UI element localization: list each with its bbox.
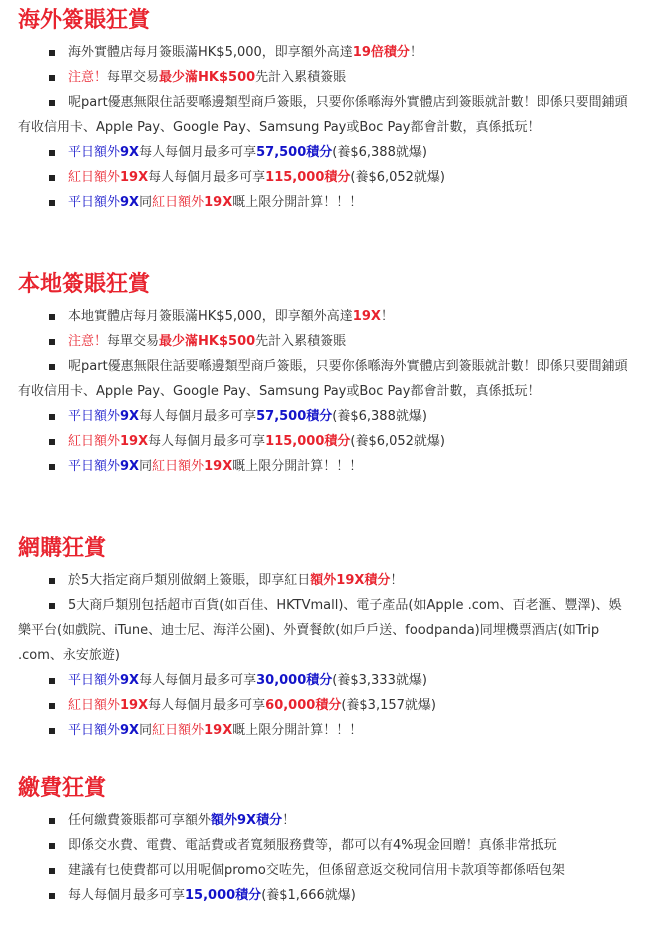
text-segment: 19X: [204, 459, 233, 474]
text-segment: ！: [380, 309, 394, 324]
section-local: [18, 270, 632, 516]
section-title: 網購狂賞: [18, 536, 107, 561]
list-item: [18, 454, 632, 479]
list-item: [18, 858, 632, 883]
text-segment: 最少滿HK$500: [159, 334, 256, 349]
text-segment: (養$6,388就爆): [332, 145, 427, 160]
text-segment: (養$6,052就爆): [350, 434, 446, 449]
square-bullet-icon: [49, 175, 55, 181]
text-segment: 9X: [120, 195, 140, 210]
text-segment: 每人每個月最多可享: [139, 673, 257, 688]
text-segment: 呢part優惠無限住話要喺邊類型商戶簽賬，只要你係喺海外實體店到簽賬就計數！即係只要間鋪頭有收信用卡、Apple Pay、Google Pay、Samsung Pay或Boc Pay都會計數，真係抵玩！: [18, 95, 628, 135]
text-segment: 紅日額外: [152, 195, 205, 210]
bullet-list: [18, 568, 632, 743]
square-bullet-icon: [49, 843, 55, 849]
square-bullet-icon: [49, 818, 55, 824]
text-segment: 每人每個月最多可享: [139, 145, 257, 160]
text-segment: 額外9X積分: [211, 813, 283, 828]
square-bullet-icon: [49, 75, 55, 81]
text-segment: 9X: [120, 409, 140, 424]
list-item: [18, 693, 632, 718]
text-segment: 每人每個月最多可享: [148, 698, 266, 713]
list-item: [18, 808, 632, 833]
text-segment: 同: [139, 459, 153, 474]
square-bullet-icon: [49, 439, 55, 445]
text-segment: (養$1,666就爆): [261, 888, 356, 903]
text-segment: 115,000積分: [265, 170, 351, 185]
text-segment: 平日額外: [68, 459, 121, 474]
text-segment: 每單交易: [107, 334, 160, 349]
list-item: [18, 304, 632, 329]
text-segment: 紅日額外: [152, 723, 205, 738]
text-segment: 本地實體店每月簽賬滿HK$5,000，即享額外高達: [68, 309, 353, 324]
section-title: 海外簽賬狂賞: [18, 8, 151, 33]
text-segment: 最少滿HK$500: [159, 70, 256, 85]
list-item: [18, 165, 632, 190]
section-title: 本地簽賬狂賞: [18, 272, 151, 297]
text-segment: (養$6,052就爆): [350, 170, 446, 185]
list-item: [18, 429, 632, 454]
text-segment: 19X: [204, 723, 233, 738]
square-bullet-icon: [49, 364, 55, 370]
list-item: [18, 65, 632, 90]
square-bullet-icon: [49, 678, 55, 684]
text-segment: 注意！: [68, 334, 108, 349]
square-bullet-icon: [49, 200, 55, 206]
bullet-list: [18, 304, 632, 479]
square-bullet-icon: [49, 893, 55, 899]
text-segment: 9X: [120, 673, 140, 688]
text-segment: ！: [409, 45, 423, 60]
text-segment: 紅日額外: [68, 170, 121, 185]
square-bullet-icon: [49, 703, 55, 709]
text-segment: 30,000積分: [256, 673, 333, 688]
square-bullet-icon: [49, 339, 55, 345]
text-segment: 15,000積分: [185, 888, 262, 903]
text-segment: 嘅上限分開計算！！！: [232, 723, 363, 738]
text-segment: (養$6,388就爆): [332, 409, 427, 424]
square-bullet-icon: [49, 100, 55, 106]
text-segment: 額外19X積分: [310, 573, 391, 588]
list-item: [18, 404, 632, 429]
text-segment: 9X: [120, 145, 140, 160]
text-segment: 9X: [120, 723, 140, 738]
list-item: [18, 718, 632, 743]
text-segment: 平日額外: [68, 409, 121, 424]
section-title: 繳費狂賞: [18, 776, 107, 801]
text-segment: 任何繳費簽賬都可享額外: [68, 813, 212, 828]
square-bullet-icon: [49, 50, 55, 56]
text-segment: 19X: [120, 434, 149, 449]
text-segment: 呢part優惠無限住話要喺邊類型商戶簽賬，只要你係喺海外實體店到簽賬就計數！即係只要間鋪頭有收信用卡、Apple Pay、Google Pay、Samsung Pay或Boc Pay都會計數，真係抵玩！: [18, 359, 628, 399]
square-bullet-icon: [49, 603, 55, 609]
list-item: [18, 354, 632, 404]
list-item: [18, 833, 632, 858]
list-item: [18, 593, 632, 668]
text-segment: 5大商戶類別包括超市百貨(如百佳、HKTVmall)、電子產品(如Apple .com、百老滙、豐澤)、娛樂平台(如戲院、iTune、迪士尼、海洋公園)、外賣餐飲(如戶戶送、foodpanda)同埋機票酒店(如Trip .com、永安旅遊): [18, 598, 622, 663]
text-segment: 每人每個月最多可享: [68, 888, 186, 903]
text-segment: (養$3,333就爆): [332, 673, 427, 688]
text-segment: 115,000積分: [265, 434, 351, 449]
square-bullet-icon: [49, 464, 55, 470]
section-overseas: [18, 6, 632, 252]
text-segment: 9X: [120, 459, 140, 474]
square-bullet-icon: [49, 314, 55, 320]
text-segment: 先計入累積簽賬: [255, 334, 347, 349]
text-segment: 建議有乜使費都可以用呢個promo交咗先，但係留意返交稅同信用卡款項等都係唔包架: [68, 863, 565, 878]
section-online: [18, 534, 632, 756]
text-segment: 每單交易: [107, 70, 160, 85]
text-segment: 注意！: [68, 70, 108, 85]
text-segment: 先計入累積簽賬: [255, 70, 347, 85]
square-bullet-icon: [49, 414, 55, 420]
text-segment: 57,500積分: [256, 145, 333, 160]
list-item: [18, 190, 632, 215]
text-segment: 平日額外: [68, 673, 121, 688]
text-segment: 每人每個月最多可享: [148, 434, 266, 449]
text-segment: 每人每個月最多可享: [148, 170, 266, 185]
text-segment: 海外實體店每月簽賬滿HK$5,000，即享額外高達: [68, 45, 353, 60]
text-segment: 19X: [120, 698, 149, 713]
list-item: [18, 329, 632, 354]
square-bullet-icon: [49, 728, 55, 734]
text-segment: 平日額外: [68, 723, 121, 738]
text-segment: ！: [390, 573, 404, 588]
list-item: [18, 40, 632, 65]
text-segment: 19倍積分: [352, 45, 410, 60]
list-item: [18, 90, 632, 140]
text-segment: 嘅上限分開計算！！！: [232, 195, 363, 210]
bullet-list: [18, 40, 632, 215]
text-segment: 即係交水費、電費、電話費或者寬頻服務費等，都可以有4%現金回贈！真係非常抵玩: [68, 838, 557, 853]
text-segment: 平日額外: [68, 145, 121, 160]
section-bills: [18, 774, 632, 908]
list-item: [18, 568, 632, 593]
text-segment: 57,500積分: [256, 409, 333, 424]
text-segment: 60,000積分: [265, 698, 342, 713]
text-segment: 於5大指定商戶類別做網上簽賬，即享紅日: [68, 573, 311, 588]
text-segment: 紅日額外: [68, 434, 121, 449]
text-segment: 每人每個月最多可享: [139, 409, 257, 424]
text-segment: (養$3,157就爆): [341, 698, 436, 713]
square-bullet-icon: [49, 150, 55, 156]
list-item: [18, 883, 632, 908]
text-segment: 平日額外: [68, 195, 121, 210]
text-segment: 紅日額外: [68, 698, 121, 713]
list-item: [18, 140, 632, 165]
list-item: [18, 668, 632, 693]
text-segment: 紅日額外: [152, 459, 205, 474]
text-segment: 同: [139, 723, 153, 738]
text-segment: 嘅上限分開計算！！！: [232, 459, 363, 474]
square-bullet-icon: [49, 578, 55, 584]
text-segment: 19X: [352, 309, 381, 324]
text-segment: ！: [282, 813, 296, 828]
text-segment: 19X: [120, 170, 149, 185]
text-segment: 同: [139, 195, 153, 210]
text-segment: 19X: [204, 195, 233, 210]
bullet-list: [18, 808, 632, 908]
square-bullet-icon: [49, 868, 55, 874]
